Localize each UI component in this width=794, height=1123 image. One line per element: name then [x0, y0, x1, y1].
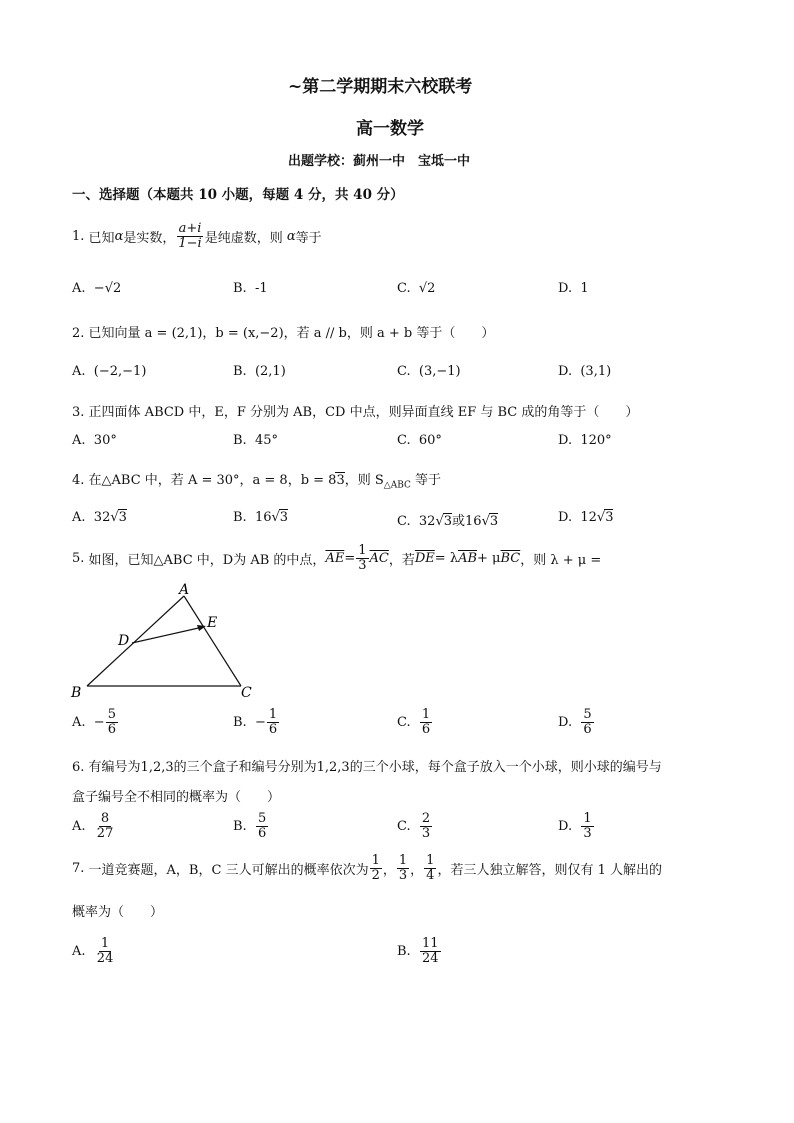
side-ba	[87, 596, 184, 686]
option-a[interactable]	[72, 812, 116, 840]
option-label: C.	[397, 364, 411, 379]
option-c[interactable]	[397, 708, 433, 736]
option-label: C.	[397, 281, 411, 296]
math-symbol: α	[114, 228, 124, 244]
option-coef: 16	[254, 510, 272, 525]
option-label: A.	[72, 510, 86, 525]
fraction-numerator: 1	[426, 853, 435, 868]
fraction	[420, 812, 432, 840]
fraction-denominator: 6	[257, 825, 267, 841]
question-text: ，若三人独立解答，则仅有 1 人解出的	[437, 862, 662, 878]
question-text: 有编号为1,2,3的三个盒子和编号分别为1,2,3的三个小球，每个盒子放入一个小球，则小球的编号与	[88, 760, 662, 775]
fraction-numerator: 1	[398, 853, 408, 868]
option-text: 60°	[418, 433, 442, 448]
option-coef: 32	[93, 510, 111, 525]
fraction-numerator: 1	[358, 543, 367, 558]
option-a[interactable]	[72, 937, 116, 965]
question-text: 正四面体 ABCD 中，E，F 分别为 AB，CD 中点，则异面直线 EF 与 BC 成的角等于（ ）	[88, 405, 639, 420]
question-number: 7.	[72, 860, 85, 876]
option-text: (2,1)	[254, 364, 286, 379]
sqrt-value: 3	[336, 473, 345, 488]
fraction-numerator: 5	[583, 707, 592, 722]
question-text: + μ	[477, 550, 501, 566]
option-label: B.	[233, 281, 247, 296]
question-2	[72, 322, 494, 341]
question-text: 已知向量 a = (2,1)，b = (x,−2)，若 a // b，则 a + b 等于（ ）	[88, 326, 495, 341]
question-number: 5.	[72, 550, 85, 566]
question-text: 是纯虚数，则	[204, 230, 283, 246]
vector-de: $\overline{DE}$	[414, 550, 435, 566]
fraction-denominator: 6	[583, 721, 592, 737]
option-c[interactable]: C. 32√3或16√3	[397, 514, 499, 529]
option-c[interactable]	[397, 364, 461, 379]
option-c[interactable]	[397, 812, 433, 840]
fraction-numerator: 1	[268, 707, 278, 722]
question-7-line2: 概率为（ ）	[72, 905, 164, 920]
option-text: (−2,−1)	[93, 364, 147, 379]
triangle-figure	[66, 582, 266, 700]
option-label: A.	[72, 433, 86, 448]
question-number: 2.	[72, 326, 85, 341]
option-d[interactable]	[558, 281, 589, 296]
option-radicand: 3	[489, 514, 499, 529]
fraction	[397, 854, 409, 882]
option-label: D.	[558, 433, 573, 448]
option-text: 1	[580, 281, 589, 296]
subscript: △ABC	[383, 480, 411, 491]
question-text: 已知	[88, 230, 115, 246]
fraction-numerator: 8	[100, 811, 110, 826]
fraction-denominator: 6	[107, 721, 116, 737]
option-label: B.	[233, 364, 247, 379]
fraction	[420, 937, 441, 965]
vector-ab: $\overline{AB}$	[458, 550, 478, 566]
question-7: 7. 一道竞赛题，A，B，C 三人可解出的概率依次为 $\frac{1}{2}$ ， $\frac{1}{3}$ ， $\frac{1}{4}$ ，若三人独立解答，则仅有 1 人解出的	[72, 853, 662, 883]
fraction	[95, 937, 116, 965]
question-6-line2: 盒子编号全不相同的概率为（ ）	[72, 790, 281, 805]
question-number: 1.	[72, 228, 85, 244]
fraction-numerator: 1	[583, 811, 592, 826]
question-text: 等于	[410, 473, 442, 488]
fraction-denominator: 3	[358, 557, 367, 573]
option-d[interactable]: D. 12√3	[558, 510, 614, 525]
fraction	[420, 708, 432, 736]
option-b[interactable]	[233, 812, 269, 840]
option-radicand: 3	[605, 510, 614, 525]
option-text: √2	[418, 281, 436, 296]
question-number: 6.	[72, 760, 85, 775]
question-text: ，则 λ + μ =	[520, 552, 602, 568]
option-sign: −	[254, 714, 266, 730]
fraction-denominator: 2	[371, 867, 380, 883]
fraction	[267, 708, 279, 736]
question-text: 如图，已知△ABC 中，D为 AB 的中点，	[88, 552, 326, 568]
label-a: A	[179, 582, 190, 598]
option-radicand: 3	[118, 510, 127, 525]
option-coef: 16	[465, 514, 482, 529]
option-coef: 32	[418, 514, 436, 529]
fraction-numerator: 5	[257, 811, 267, 826]
option-label: B.	[233, 818, 247, 834]
option-label: C.	[397, 818, 411, 834]
label-c: C	[241, 685, 252, 700]
option-label: C.	[397, 714, 411, 730]
label-b: B	[71, 685, 82, 700]
fraction	[370, 854, 382, 882]
option-label: D.	[558, 364, 573, 379]
option-label: C.	[397, 514, 411, 529]
option-b[interactable]	[233, 708, 280, 736]
vector-ae: $\overline{AE}$	[325, 550, 345, 566]
option-label: B.	[233, 714, 247, 730]
label-e: E	[207, 615, 218, 631]
question-text: 一道竞赛题，A，B，C 三人可解出的概率依次为	[88, 862, 369, 878]
fraction	[581, 812, 593, 840]
fraction-numerator: 2	[421, 811, 431, 826]
exam-title: ~第二学期期末六校联考	[288, 77, 473, 97]
option-label: A.	[72, 943, 86, 959]
option-radicand: 3	[279, 510, 289, 525]
option-c[interactable]	[397, 281, 435, 296]
fraction-numerator: 1	[100, 936, 110, 951]
option-text: 30°	[93, 433, 117, 448]
option-label: D.	[558, 714, 573, 730]
option-text: −√2	[93, 281, 122, 296]
option-d[interactable]	[558, 708, 595, 736]
question-5	[72, 544, 601, 572]
exam-subtitle: 高一数学	[356, 119, 424, 139]
option-coef: 12	[580, 510, 597, 525]
fraction-numerator: 5	[107, 707, 116, 722]
question-4	[72, 469, 441, 491]
exam-school: 出题学校：蓟州一中 宝坻一中	[288, 154, 471, 169]
option-text: -1	[254, 281, 268, 296]
option-label: A.	[72, 364, 86, 379]
option-text: 120°	[580, 433, 612, 448]
vector-bc: $\overline{BC}$	[500, 550, 521, 566]
option-or: 或	[452, 514, 466, 529]
question-text: 等于	[295, 230, 322, 246]
fraction-denominator: 6	[268, 721, 278, 737]
fraction	[256, 812, 268, 840]
option-text: (3,1)	[580, 364, 612, 379]
option-a[interactable]	[72, 364, 146, 379]
option-radicand: 3	[443, 514, 453, 529]
option-label: B.	[397, 943, 411, 959]
fraction	[95, 812, 116, 840]
option-text: 45°	[254, 433, 278, 448]
option-a[interactable]	[72, 433, 117, 448]
fraction	[424, 854, 436, 882]
fraction-denominator: 27	[96, 825, 114, 841]
vector-ac: $\overline{AC}$	[369, 550, 389, 566]
math-symbol: α	[286, 228, 296, 244]
fraction-denominator: 24	[96, 950, 114, 966]
option-label: D.	[558, 510, 573, 525]
fraction-denominator: 3	[398, 867, 408, 883]
label-d: D	[118, 633, 130, 649]
question-6	[72, 756, 662, 775]
option-label: D.	[558, 818, 573, 834]
fraction	[176, 222, 203, 250]
side-ac	[184, 596, 241, 686]
option-text: (3,−1)	[418, 364, 461, 379]
question-text: 是实数，	[123, 230, 176, 246]
question-1	[72, 222, 322, 250]
fraction	[106, 708, 118, 736]
option-label: D.	[558, 281, 573, 296]
question-text: = λ	[434, 550, 459, 566]
option-b[interactable]	[233, 433, 278, 448]
option-c[interactable]	[397, 433, 442, 448]
fraction-denominator: 3	[421, 825, 431, 841]
option-label: A.	[72, 818, 86, 834]
fraction-numerator: 1	[371, 853, 380, 868]
fraction-numerator: a+i	[178, 221, 202, 236]
fraction-denominator: 1−i	[178, 235, 202, 251]
option-a[interactable]	[72, 281, 121, 296]
option-d[interactable]	[558, 364, 611, 379]
option-a[interactable]: A. 32√3	[72, 510, 127, 525]
fraction	[581, 708, 593, 736]
fraction	[356, 544, 368, 572]
fraction-denominator: 4	[426, 867, 435, 883]
option-d[interactable]	[558, 433, 612, 448]
fraction-denominator: 6	[421, 721, 431, 737]
option-sign: −	[93, 714, 105, 730]
option-label: B.	[233, 510, 247, 525]
question-number: 3.	[72, 405, 85, 420]
option-b[interactable]	[233, 364, 286, 379]
question-text: ，若	[388, 552, 415, 568]
question-number: 4.	[72, 473, 85, 488]
section-heading: 一、选择题（本题共 10 小题，每题 4 分，共 40 分）	[72, 187, 404, 203]
option-b[interactable]: B. 16√3	[233, 510, 289, 525]
fraction-denominator: 24	[421, 950, 439, 966]
option-b[interactable]	[233, 281, 268, 296]
option-d[interactable]	[558, 812, 595, 840]
option-b[interactable]	[397, 937, 442, 965]
option-label: A.	[72, 714, 86, 730]
fraction-numerator: 1	[421, 707, 431, 722]
fraction-numerator: 11	[421, 936, 439, 951]
option-label: A.	[72, 281, 86, 296]
option-label: C.	[397, 433, 411, 448]
option-label: B.	[233, 433, 247, 448]
question-3	[72, 401, 638, 420]
option-a[interactable]	[72, 708, 119, 736]
question-text: =	[344, 550, 356, 566]
fraction-denominator: 3	[583, 825, 592, 841]
question-text: 在△ABC 中，若 A = 30°，a = 8，b = 8	[88, 473, 337, 488]
question-text: ，则 S	[344, 473, 384, 488]
